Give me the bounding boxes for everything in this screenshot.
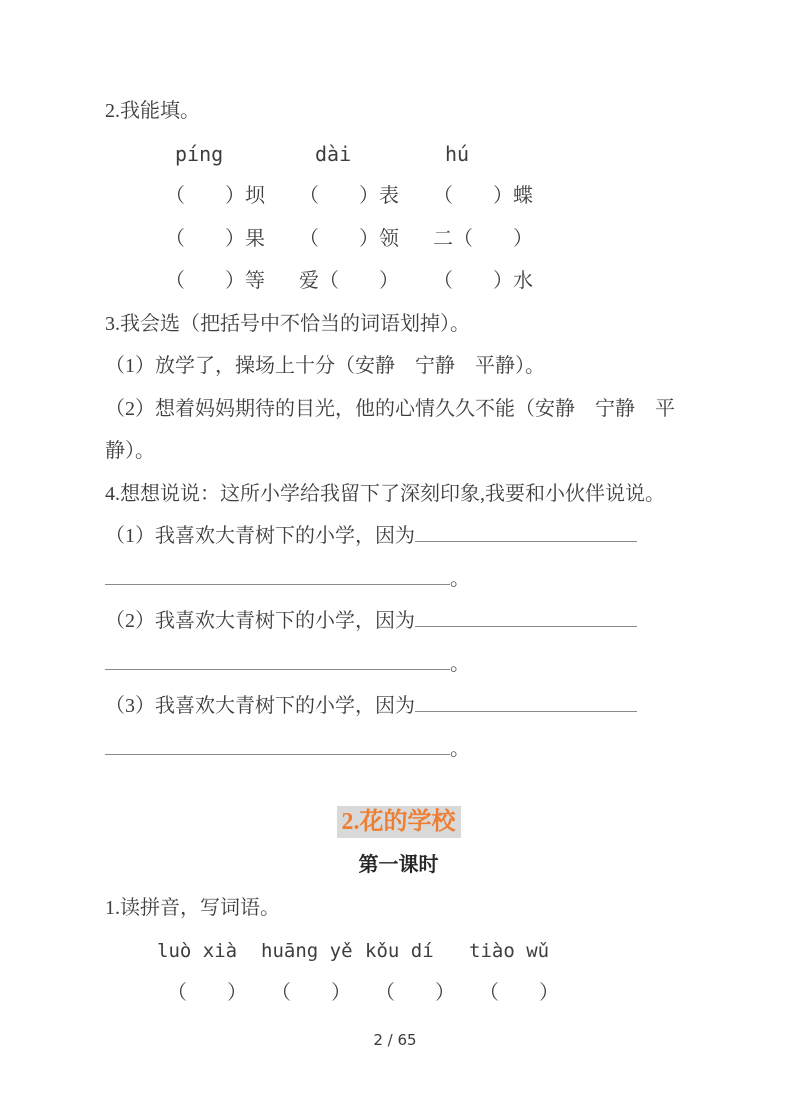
fill-cell: （ ）表 (299, 185, 399, 207)
fill-cell: 爱（ ） (299, 270, 399, 292)
answer-bracket: （ ） (375, 982, 455, 1004)
fill-section-heading: 2.我能填。 (105, 100, 200, 122)
answer-bracket: （ ） (167, 982, 247, 1004)
fill-cell: （ ）坝 (165, 185, 265, 207)
page-number: 2 / 65 (373, 1031, 417, 1049)
think-item-continuation (105, 558, 692, 601)
pinyin-brackets-row (157, 972, 692, 1015)
fill-row (165, 218, 692, 261)
answer-bracket: （ ） (479, 982, 559, 1004)
pinyin-label: hú (445, 141, 470, 166)
choose-item: （2）想着妈妈期待的目光，他的心情久久不能（安静 宁静 平静）。 (105, 397, 675, 462)
fill-cell: （ ）领 (299, 227, 399, 250)
think-section-heading: 4.想想说说：这所小学给我留下了深刻印象,我要和小伙伴说说。 (105, 482, 665, 505)
answer-blank (415, 607, 637, 627)
answer-blank (105, 735, 450, 755)
think-item (105, 685, 692, 728)
pinyin-word: tiào wǔ (469, 939, 550, 962)
lesson-title (105, 806, 692, 840)
choose-section-heading: 3.我会选（把括号中不恰当的词语划掉）。 (105, 312, 470, 335)
think-item-continuation (105, 728, 692, 771)
pinyin-word: luò xià (157, 939, 238, 962)
answer-blank (105, 650, 450, 670)
think-item-prefix: （2）我喜欢大青树下的小学，因为 (105, 610, 415, 632)
fill-row (165, 260, 692, 303)
end-punctuation: 。 (450, 567, 470, 590)
answer-blank (415, 522, 637, 542)
answer-blank (415, 692, 637, 712)
lesson-subtitle: 第一课时 (358, 854, 439, 876)
lesson-title-text: 2.花的学校 (337, 806, 461, 838)
pinyin-section-heading: 1.读拼音，写词语。 (105, 897, 280, 919)
fill-row (165, 175, 692, 218)
pinyin-label: píng (175, 141, 224, 166)
pinyin-words-row (157, 930, 692, 973)
pinyin-word: huāng yě (261, 939, 353, 962)
fill-cell: （ ）水 (433, 270, 533, 292)
pinyin-word: kǒu dí (365, 939, 434, 962)
choose-item: （1）放学了，操场上十分（安静 宁静 平静）。 (105, 355, 545, 377)
fill-cell: （ ）果 (165, 227, 265, 250)
end-punctuation: 。 (450, 652, 470, 675)
answer-bracket: （ ） (271, 982, 351, 1004)
fill-cell: （ ）蝶 (433, 185, 533, 207)
think-item-prefix: （1）我喜欢大青树下的小学，因为 (105, 525, 415, 547)
fill-cell: （ ）等 (165, 270, 265, 292)
think-item (105, 600, 692, 643)
fill-pinyin-row (165, 133, 692, 176)
think-item-continuation (105, 643, 692, 686)
pinyin-label: dài (315, 141, 352, 166)
answer-blank (105, 565, 450, 585)
think-item (105, 515, 692, 558)
end-punctuation: 。 (450, 737, 470, 760)
fill-cell: 二（ ） (433, 227, 533, 250)
think-item-prefix: （3）我喜欢大青树下的小学，因为 (105, 695, 415, 717)
